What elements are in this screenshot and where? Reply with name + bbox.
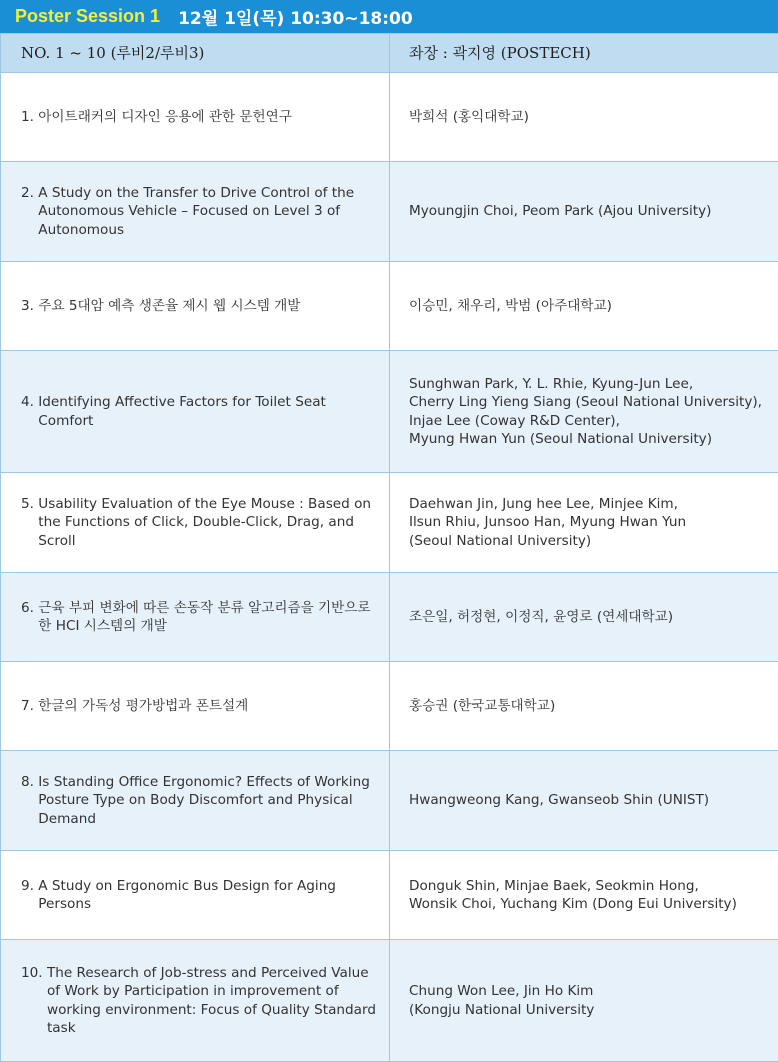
table-row bbox=[1, 73, 778, 162]
presentation-number: 10. bbox=[21, 964, 47, 1038]
presentation-title-cell bbox=[1, 73, 390, 162]
author-line: Sunghwan Park, Y. L. Rhie, Kyung-Jun Lee, bbox=[409, 375, 768, 394]
presentation-title: Usability Evaluation of the Eye Mouse : Based on the Functions of Click, Double-Click, Drag, and Scroll bbox=[38, 495, 379, 551]
authors-cell bbox=[390, 851, 778, 940]
table-header-row bbox=[1, 34, 778, 73]
presentation-title-cell bbox=[1, 940, 390, 1062]
table-row bbox=[1, 351, 778, 473]
presentation-title: 주요 5대암 예측 생존율 제시 웹 시스템 개발 bbox=[38, 297, 379, 316]
presentation-title: A Study on the Transfer to Drive Control of the Autonomous Vehicle – Focused on Level 3 of Autonomous bbox=[38, 184, 379, 240]
author-line: Cherry Ling Yieng Siang (Seoul National University), bbox=[409, 393, 768, 412]
presentation-title-cell bbox=[1, 662, 390, 751]
presentation-title: Identifying Affective Factors for Toilet Seat Comfort bbox=[38, 393, 379, 430]
author-line: Injae Lee (Coway R&D Center), bbox=[409, 412, 768, 431]
header-chair: 좌장 : 곽지영 (POSTECH) bbox=[390, 34, 778, 73]
author-line: (Kongju National University bbox=[409, 1001, 768, 1020]
table-body bbox=[1, 73, 778, 1062]
presentation-title: Is Standing Office Ergonomic? Effects of Working Posture Type on Body Discomfort and Physical Demand bbox=[38, 773, 379, 829]
presentation-title-cell bbox=[1, 751, 390, 851]
author-line: 박희석 (홍익대학교) bbox=[409, 108, 768, 127]
table-row bbox=[1, 162, 778, 262]
session-banner bbox=[0, 0, 778, 33]
authors-cell bbox=[390, 262, 778, 351]
authors-cell bbox=[390, 473, 778, 573]
presentation-title-cell bbox=[1, 351, 390, 473]
session-title: Poster Session 1 bbox=[15, 6, 160, 27]
authors-cell bbox=[390, 751, 778, 851]
table-row bbox=[1, 262, 778, 351]
author-line: 이승민, 채우리, 박범 (아주대학교) bbox=[409, 297, 768, 316]
table-row bbox=[1, 751, 778, 851]
author-line: Chung Won Lee, Jin Ho Kim bbox=[409, 982, 768, 1001]
author-line: Wonsik Choi, Yuchang Kim (Dong Eui University) bbox=[409, 895, 768, 914]
presentation-title-cell bbox=[1, 851, 390, 940]
presentation-number: 7. bbox=[21, 697, 38, 716]
presentation-title: 아이트래커의 디자인 응용에 관한 문헌연구 bbox=[38, 108, 379, 127]
authors-cell bbox=[390, 662, 778, 751]
presentation-title: 한글의 가독성 평가방법과 폰트설계 bbox=[38, 697, 379, 716]
presentation-number: 2. bbox=[21, 184, 38, 240]
authors-cell bbox=[390, 73, 778, 162]
presentation-title-cell bbox=[1, 573, 390, 662]
presentation-title-cell bbox=[1, 262, 390, 351]
presentation-number: 8. bbox=[21, 773, 38, 829]
author-line: Myung Hwan Yun (Seoul National University) bbox=[409, 430, 768, 449]
table-row bbox=[1, 473, 778, 573]
author-line: 홍승권 (한국교통대학교) bbox=[409, 697, 768, 716]
presentation-title: A Study on Ergonomic Bus Design for Aging Persons bbox=[38, 877, 379, 914]
presentation-number: 3. bbox=[21, 297, 38, 316]
author-line: Myoungjin Choi, Peom Park (Ajou University) bbox=[409, 202, 768, 221]
session-datetime: 12월 1일(목) 10:30~18:00 bbox=[178, 4, 413, 29]
author-line: Ilsun Rhiu, Junsoo Han, Myung Hwan Yun bbox=[409, 513, 768, 532]
author-line: (Seoul National University) bbox=[409, 532, 768, 551]
authors-cell bbox=[390, 940, 778, 1062]
table-row bbox=[1, 851, 778, 940]
presentation-title-cell bbox=[1, 473, 390, 573]
author-line: Donguk Shin, Minjae Baek, Seokmin Hong, bbox=[409, 877, 768, 896]
header-numbers: NO. 1 ~ 10 (루비2/루비3) bbox=[1, 34, 390, 73]
presentation-number: 1. bbox=[21, 108, 38, 127]
authors-cell bbox=[390, 573, 778, 662]
presentation-number: 6. bbox=[21, 599, 38, 636]
authors-cell bbox=[390, 351, 778, 473]
presentation-title-cell bbox=[1, 162, 390, 262]
poster-table bbox=[0, 33, 778, 1062]
author-line: Hwangweong Kang, Gwanseob Shin (UNIST) bbox=[409, 791, 768, 810]
table-row bbox=[1, 573, 778, 662]
table-row bbox=[1, 940, 778, 1062]
presentation-number: 9. bbox=[21, 877, 38, 914]
authors-cell bbox=[390, 162, 778, 262]
presentation-title: The Research of Job-stress and Perceived Value of Work by Participation in improvement of working environment: Focus of Quality Standard task bbox=[47, 964, 379, 1038]
table-row bbox=[1, 662, 778, 751]
author-line: 조은일, 허정현, 이정직, 윤영로 (연세대학교) bbox=[409, 608, 768, 627]
author-line: Daehwan Jin, Jung hee Lee, Minjee Kim, bbox=[409, 495, 768, 514]
presentation-number: 5. bbox=[21, 495, 38, 551]
presentation-number: 4. bbox=[21, 393, 38, 430]
presentation-title: 근육 부피 변화에 따른 손동작 분류 알고리즘을 기반으로 한 HCI 시스템의 개발 bbox=[38, 599, 379, 636]
